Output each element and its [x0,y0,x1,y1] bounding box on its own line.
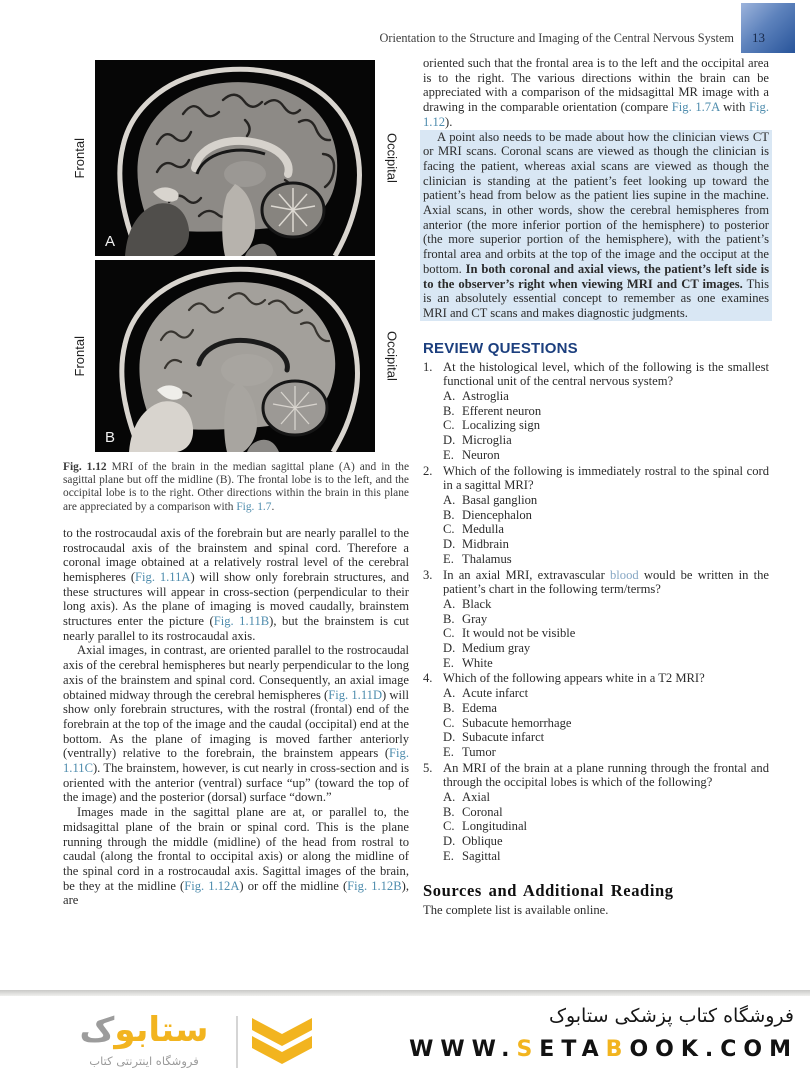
answer-option [443,716,769,731]
answer-option [443,805,769,820]
answer-option [443,418,769,433]
option-text: Longitudinal [462,819,528,834]
answer-option [443,790,769,805]
text-segment: OOK.COM [629,1037,798,1062]
option-text: Efferent neuron [462,403,542,418]
mri-image-parasagittal [95,260,375,452]
question-number: 2. [423,463,433,478]
option-letter: A. [443,686,456,701]
text-segment: ). [445,114,453,129]
option-text: Astroglia [462,389,509,404]
figure-1-12 [63,60,409,514]
answer-option [443,641,769,656]
option-letter: E. [443,655,454,670]
option-letter: C. [443,418,455,433]
panel-letter-a: A [105,233,116,250]
answer-options [443,790,769,864]
answer-option [443,522,769,537]
text-segment: Fig. 1.12 [63,461,112,473]
paragraph [63,805,409,908]
sources-heading: Sources and Additional Reading [423,880,674,900]
figure-reference-link[interactable]: Fig. 1.11A [135,569,191,584]
double-chevron-icon [250,1018,314,1070]
question-body [443,464,769,567]
answer-option [443,552,769,567]
option-letter: B. [443,403,455,418]
term-link[interactable]: blood [610,567,639,582]
panel-letter-b: B [105,429,116,446]
occipital-axis-label-b: Occipital [384,331,400,381]
option-letter: A. [443,790,456,805]
option-letter: B. [443,507,455,522]
option-letter: C. [443,626,455,641]
answer-option [443,448,769,463]
figure-reference-link[interactable]: Fig. 1.11B [213,614,270,629]
option-text: Gray [462,611,488,626]
figure-caption [63,461,409,514]
page-number: 13 [752,30,765,45]
option-text: Localizing sign [462,418,540,433]
question-number: 5. [423,760,433,775]
option-letter: B. [443,804,455,819]
text-segment: Images made in the sagittal plane are at, or parallel to, the midsagittal plane of the brain or spinal cord. This is the plane running through the middle (midline) of the head from rostral to caudal (along the frontal to occipital axis) or along the midline of the spinal cord in a rostrocaudal axis. Sagittal images of the brain, be they at the midline ( [63,805,409,893]
option-letter: C. [443,522,455,537]
text-segment: ), but the brainstem is cut nearly parallel to its rostrocaudal axis. [63,614,409,643]
question-text [443,568,769,597]
text-segment: ) will show only forebrain structures, and these structures will appear in cross-section (perpendicular to their long axis). As the plane of imaging is moved caudally, brainstem structures enter the picture ( [63,569,410,629]
option-text: Subacute infarct [462,730,545,745]
option-text: Tumor [462,744,496,759]
option-text: Microglia [462,433,512,448]
review-questions-list [423,360,769,864]
frontal-axis-label-b: Frontal [71,335,87,377]
text-segment: S [516,1037,540,1062]
figure-reference-link[interactable]: Fig. 1.7A [671,100,720,115]
answer-option [443,819,769,834]
answer-option [443,433,769,448]
option-text: Thalamus [462,551,512,566]
brain-mri-illustration-b [95,260,375,452]
option-text: Sagittal [462,848,501,863]
option-letter: A. [443,492,456,507]
option-letter: B. [443,700,455,715]
sources-text: The complete list is available online. [423,902,609,917]
answer-option [443,656,769,671]
text-segment: B [605,1037,630,1062]
option-letter: D. [443,537,456,552]
figure-reference-link[interactable]: Fig. 1.12A [184,878,240,893]
option-letter: A. [443,596,456,611]
site-url[interactable] [409,1037,798,1062]
option-text: Basal ganglion [462,492,538,507]
text-segment: In an axial MRI, extravascular [443,567,610,582]
question-text: At the histological level, which of the following is the smallest functional unit of the central nervous system? [443,359,769,389]
option-text: Midbrain [462,537,509,552]
page-number-box [741,3,795,53]
answer-options [443,686,769,760]
option-text: Medium gray [462,641,531,656]
text-segment: WWW. [409,1037,517,1062]
answer-option [443,701,769,716]
text-segment: would be written in the patient’s chart in the following term/terms? [443,567,769,597]
brain-mri-illustration-a [95,60,375,256]
mri-image-midsagittal [95,60,375,256]
occipital-axis-label-a: Occipital [384,133,400,183]
answer-option [443,834,769,849]
answer-option [443,597,769,612]
answer-option [443,389,769,404]
option-text: Subacute hemorrhage [462,715,572,730]
answer-option [443,745,769,760]
right-column [423,56,769,917]
option-letter: B. [443,611,455,626]
text-segment: ) or off the midline ( [239,878,348,893]
figure-reference-link[interactable]: Fig. 1.12B [347,878,402,893]
option-letter: D. [443,834,456,849]
answer-option [443,493,769,508]
answer-options [443,597,769,671]
question-body [443,761,769,864]
text-segment: . [271,500,275,513]
question-text: An MRI of the brain at a plane running through the frontal and through the occipital lobes is which of the following? [443,760,769,790]
logo-subtitle: فروشگاه اینترنتی کتاب [89,1054,199,1068]
option-letter: D. [443,641,456,656]
review-questions-heading: REVIEW QUESTIONS [423,339,578,357]
answer-option [443,508,769,523]
answer-options [443,389,769,463]
text-segment: ), are [63,878,409,908]
option-text: Medulla [462,522,504,537]
option-text: Diencephalon [462,507,532,522]
question-text: Which of the following is immediately rostral to the spinal cord in a sagittal MRI? [443,463,769,493]
answer-option [443,686,769,701]
figure-reference-link[interactable]: Fig. 1.12 [423,100,769,129]
mri-panel-b [63,260,409,452]
text-segment: In both coronal and axial views, the patient’s left side is to the observer’s right when viewing MRI and CT images. [423,261,769,291]
option-letter: C. [443,715,455,730]
option-text: Black [462,596,492,611]
option-letter: E. [443,744,454,759]
answer-option [443,612,769,627]
answer-option [443,537,769,552]
highlighted-paragraph [420,130,772,321]
text-segment: ETA [539,1037,606,1062]
option-letter: C. [443,819,455,834]
left-column-body [63,526,409,908]
figure-reference-link[interactable]: Fig. 1.11C [63,746,409,776]
text-segment: to the rostrocaudal axis of the forebrain but are nearly parallel to the rostrocaudal axis of the brainstem and spinal cord. Therefore a coronal image obtained at a relatively rostral level of the cerebral hemispheres ( [63,525,409,584]
question [423,671,769,759]
logo-divider [236,1016,238,1068]
answer-options [443,493,769,567]
store-title: فروشگاه کتاب پزشکی ستابوک [548,1005,794,1027]
text-segment: with [719,100,750,115]
frontal-axis-label-a: Frontal [71,137,87,179]
paragraph [63,643,409,805]
option-text: Oblique [462,834,503,849]
question-number: 4. [423,671,433,686]
watermark-footer [0,996,810,1080]
text-segment: ). The brainstem, however, is cut nearly in cross-section and is oriented with the anterior (ventral) surface “up” (toward the top of the image) and the posterior (dorsal) surface “down.” [63,761,409,805]
option-text: Axial [462,790,490,805]
question [423,568,769,671]
figure-reference-link[interactable]: Fig. 1.7 [236,500,272,513]
text-segment: Axial images, in contrast, are oriented parallel to the rostrocaudal axis of the cerebral hemispheres but nearly perpendicular to the long axis of the brainstem and spinal cord. Consequently, an axial image obtained midway through the cerebral hemispheres ( [63,643,409,702]
answer-option [443,626,769,641]
option-text: It would not be visible [462,626,576,641]
paragraph [63,526,409,644]
paragraph [423,56,769,130]
setabook-logo-wordmark: ستابوک [79,1010,209,1050]
question-number: 1. [423,359,433,374]
question [423,464,769,567]
option-text: Coronal [462,804,503,819]
question-text: Which of the following appears white in a T2 MRI? [443,671,705,686]
question-body [443,568,769,671]
option-letter: E. [443,551,454,566]
option-text: Acute infarct [462,686,529,701]
option-letter: D. [443,433,456,448]
option-letter: E. [443,848,454,863]
answer-option [443,730,769,745]
question-body [443,671,769,759]
option-letter: D. [443,730,456,745]
question [423,761,769,864]
option-text: Edema [462,700,497,715]
question-number: 3. [423,567,433,582]
option-letter: A. [443,389,456,404]
answer-option [443,404,769,419]
option-text: White [462,655,493,670]
answer-option [443,849,769,864]
text-segment: A point also needs to be made about how the clinician views CT or MRI scans. Coronal scans are viewed as though the clinician is facing the patient, whereas axial scans are viewed as though the clinician is standing at the patient’s feet looking up toward the patient’s head from below as the patient lies supine in the machine. Axial scans, in other words, show the cerebral hemispheres from anterior (the more inferior portion of the hemisphere) to posterior (the more superior portion of the hemisphere), with the patient’s frontal area and orbits at the top of the image and the occiput at the bottom. [423,129,769,276]
running-header-title: Orientation to the Structure and Imaging of the Central Nervous System [379,31,734,45]
question-body [443,360,769,463]
text-segment: oriented such that the frontal area is to the left and the occipital area is to the right. The various directions within the brain can be appreciated with a comparison of the midsagittal MR image with a drawing in the comparable orientation (compare [423,56,769,115]
option-letter: E. [443,447,454,462]
option-text: Neuron [462,447,500,462]
left-column [63,60,409,908]
text-segment: ) will show only forebrain structures, with the rostral (frontal) end of the forebrain at the top of the image and the caudal (occipital) end at the bottom. As the plane of imaging is moved farther anteriorly (ventrally) relative to the forebrain, the brainstem appears ( [63,687,410,761]
mri-panel-a [63,60,409,256]
text-segment: MRI of the brain in the median sagittal plane (A) and in the sagittal plane but off the midline (B). The frontal lobe is to the left, and the occipital lobe is to the right. Other directions within the brain in this plane are appreciated by a comparison with [63,461,409,513]
question [423,360,769,463]
figure-reference-link[interactable]: Fig. 1.11D [328,687,383,702]
text-segment: This is an absolutely essential concept to remember as one examines MRI and CT scans and makes diagnostic judgments. [423,276,770,320]
